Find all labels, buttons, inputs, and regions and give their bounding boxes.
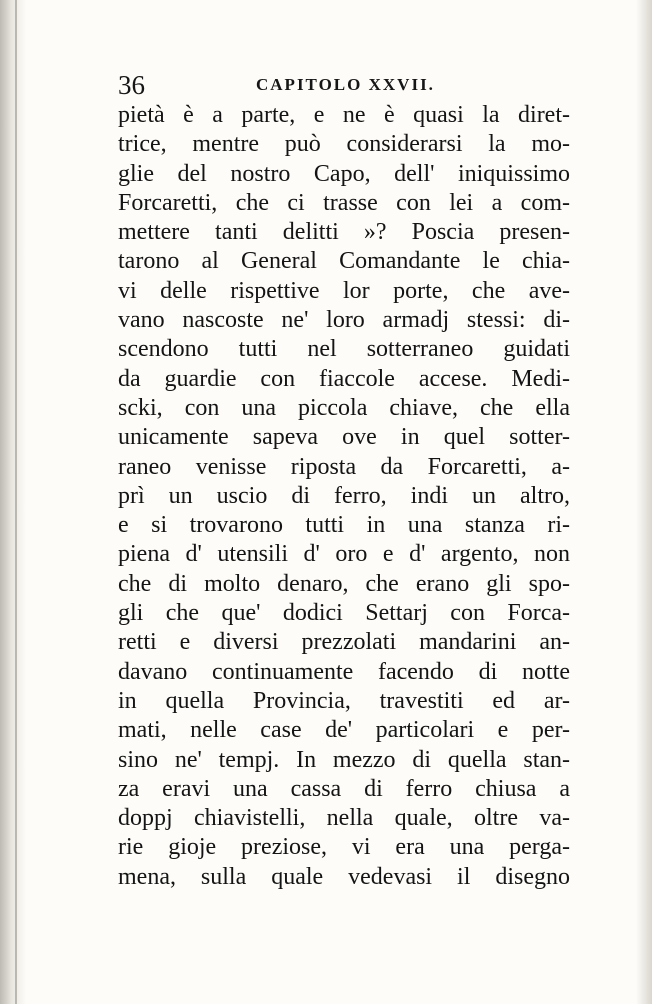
text-line: vi delle rispettive lor porte, che ave-: [118, 277, 570, 304]
page-number: 36: [118, 70, 145, 100]
text-line: mati, nelle case de' particolari e per-: [118, 717, 570, 744]
text-line: davano continuamente facendo di notte: [118, 658, 570, 685]
text-line: pietà è a parte, e ne è quasi la diret-: [118, 102, 570, 128]
text-line: za eravi una cassa di ferro chiusa a: [118, 775, 570, 802]
text-line: piena d' utensili d' oro e d' argento, non: [118, 541, 570, 568]
binding-shadow: [0, 0, 26, 1004]
text-line: prì un uscio di ferro, indi un altro,: [118, 482, 570, 509]
text-line: vano nascoste ne' loro armadj stessi: di-: [118, 307, 570, 334]
running-head: CAPITOLO XXVII.: [256, 75, 435, 94]
gutter-line: [15, 0, 17, 1004]
text-line: da guardie con fiaccole accese. Medi-: [118, 365, 570, 392]
text-line: raneo venisse riposta da Forcaretti, a-: [118, 453, 570, 480]
text-line: mena, sulla quale vedevasi il disegno: [118, 863, 570, 890]
text-line: rie gioje preziose, vi era una perga-: [118, 834, 570, 861]
text-line: glie del nostro Capo, dell' iniquissimo: [118, 160, 570, 187]
text-line: scendono tutti nel sotterraneo guidati: [118, 336, 570, 363]
text-line: che di molto denaro, che erano gli spo-: [118, 570, 570, 597]
text-line: scki, con una piccola chiave, che ella: [118, 394, 570, 421]
text-line: tarono al General Comandante le chia-: [118, 248, 570, 275]
text-line: doppj chiavistelli, nella quale, oltre va-: [118, 805, 570, 832]
text-line: retti e diversi prezzolati mandarini an-: [118, 629, 570, 656]
text-line: in quella Provincia, travestiti ed ar-: [118, 687, 570, 714]
text-line: sino ne' tempj. In mezzo di quella stan-: [118, 746, 570, 773]
page-edge: [636, 0, 652, 1004]
text-line: trice, mentre può considerarsi la mo-: [118, 131, 570, 158]
text-line: unicamente sapeva ove in quel sotter-: [118, 424, 570, 451]
text-line: mettere tanti delitti »? Poscia presen-: [118, 219, 570, 246]
text-line: gli che que' dodici Settarj con Forca-: [118, 600, 570, 627]
body-text: [118, 101, 570, 892]
page-header: [118, 68, 570, 102]
text-line: e si trovarono tutti in una stanza ri-: [118, 512, 570, 539]
text-line: Forcaretti, che ci trasse con lei a com-: [118, 189, 570, 216]
